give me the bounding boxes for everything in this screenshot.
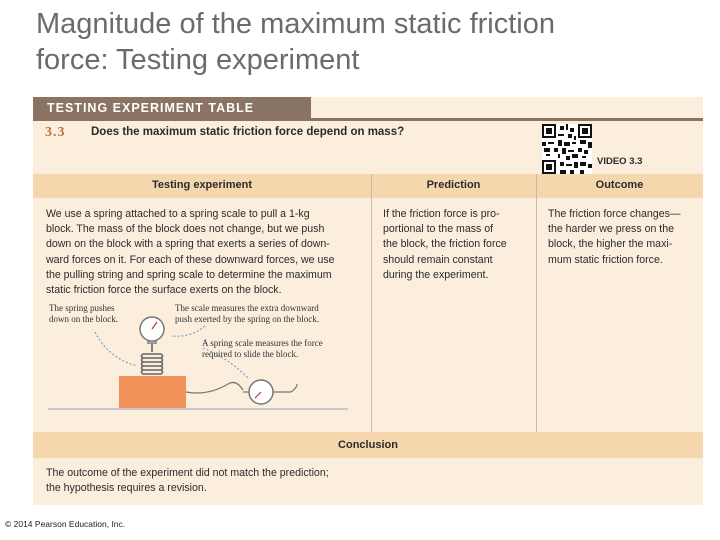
arrow-spring [95,332,137,366]
arrow-scale [171,326,205,336]
outcome-text [548,207,700,268]
table-tab-label: TESTING EXPERIMENT TABLE [33,97,311,119]
experiment-number: 3.3 [45,125,66,140]
prediction-line: should remain constant [383,253,493,266]
spring-scale-icon [243,380,297,404]
prediction-line: portional to the mass of [383,223,494,236]
outcome-line: mum static friction force. [548,253,663,266]
tab-divider [33,118,703,121]
copyright-notice: © 2014 Pearson Education, Inc. [5,519,126,529]
video-label[interactable]: VIDEO 3.3 [597,156,643,167]
experiment-line: the pulling string and spring scale to determine the maximum [46,268,332,281]
column-header-outcome: Outcome [595,179,644,191]
column-header-prediction: Prediction [426,179,481,191]
slide-title [36,6,696,78]
experiment-line: block. The mass of the block does not change, but we push [46,223,325,236]
block [119,376,186,408]
experiment-line: ward forces on it. For each of these downward forces, we use [46,253,335,266]
prediction-line: during the experiment. [383,268,489,281]
prediction-line: the block, the friction force [383,238,507,251]
conclusion-heading: Conclusion [338,439,398,451]
experiment-description [46,207,368,298]
label-line: push exerted by the spring on the block. [175,314,319,324]
conclusion-line: the hypothesis requires a revision. [46,482,207,495]
outcome-line: the harder we press on the [548,223,675,236]
conclusion-text [46,466,329,496]
spring-icon [142,344,163,374]
prediction-line: If the friction force is pro- [383,208,500,220]
column-divider [371,174,372,432]
label-spring-pushes [49,303,118,325]
experiment-question: Does the maximum static friction force depend on mass? [91,126,405,138]
table-surface [48,408,348,410]
qr-code-icon[interactable] [542,124,592,174]
column-header-testing-experiment: Testing experiment [151,179,253,191]
experiment-line: static friction force the surface exerts on the block. [46,284,282,297]
gauge-icon [140,317,164,344]
pulling-string [186,382,243,393]
label-line: The spring pushes [49,303,115,313]
outcome-line: block, the higher the maxi- [548,238,673,251]
slide-title-line-2: force: Testing experiment [36,44,360,76]
label-line: A spring scale measures the force [202,338,323,348]
label-line: The scale measures the extra downward [175,303,319,313]
column-divider [536,174,537,432]
slide-title-line-1: Magnitude of the maximum static friction [36,8,555,40]
conclusion-line: The outcome of the experiment did not match the prediction; [46,467,329,479]
prediction-text [383,207,533,283]
label-scale-measures [175,303,319,325]
label-line: down on the block. [49,314,118,324]
outcome-line: The friction force changes— [548,208,681,220]
label-line: required to slide the block. [202,349,299,359]
experiment-line: down on the block with a spring that exerts a series of down- [46,238,330,251]
experiment-line: We use a spring attached to a spring scale to pull a 1-kg [46,208,310,220]
label-spring-scale [202,338,323,360]
